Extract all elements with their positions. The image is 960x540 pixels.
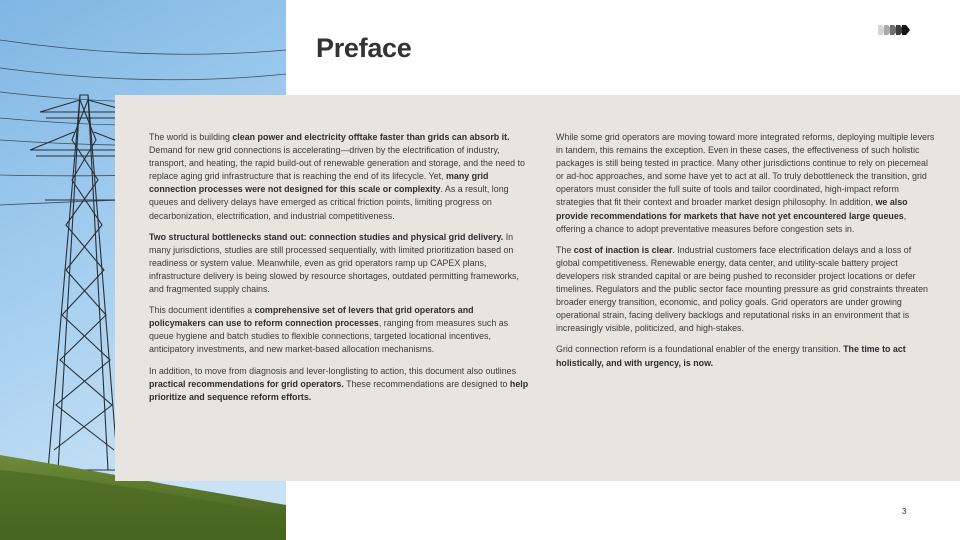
body-text: , offering a chance to adopt preventative measures before congestion sets in. [556, 210, 907, 234]
bold-text: cost of inaction is clear [573, 244, 673, 255]
paragraph [556, 343, 936, 369]
paragraph [556, 131, 936, 236]
paragraph [149, 231, 531, 296]
chevrons-logo-icon [878, 23, 912, 41]
body-text: In addition, to move from diagnosis and lever-longlisting to action, this document also outlines [149, 365, 517, 376]
body-text: , ranging from measures such as queue hygiene and batch studies to flexible connections, targeted locational incentives, anticipatory investments, and new market-based allocation mechanisms. [149, 318, 509, 355]
paragraph [149, 365, 531, 404]
bold-text: practical recommendations for grid operators. [149, 378, 344, 389]
body-text: These recommendations are designed to [343, 378, 510, 389]
bold-text: clean power and electricity offtake faster than grids can absorb it. [232, 132, 510, 142]
bold-text: The time to act holistically, and with urgency, is now. [556, 344, 906, 368]
right-text-column [556, 131, 936, 378]
body-text: While some grid operators are moving toward more integrated reforms, deploying multiple levers in tandem, this remains the exception. Even in these cases, the effectiveness of such holistic packages is still being tested in practice. Many other jurisdictions continue to rely on piecemeal or ad-hoc approaches, and some have yet to act at all. To truly debottleneck the transition, grid operators must consider the full suite of tools and tailor coordinated, high-impact reform strategies that fit their context and broader market design philosophy. In addition, [556, 132, 935, 208]
bold-text: we also provide recommendations for markets that have not yet encountered large queues [556, 197, 908, 221]
body-text: Demand for new grid connections is accelerating—driven by the electrification of industry, transport, and heating, the rapid build-out of renewable generation and storage, and the need to replace aging grid infrastructure that is reaching the end of its lifecycle. Yet, [149, 145, 525, 182]
left-text-column [149, 131, 531, 412]
paragraph [149, 304, 531, 356]
body-text: The [556, 244, 574, 255]
body-text: This document identifies a [149, 305, 255, 316]
bold-text: Two structural bottlenecks stand out: connection studies and physical grid delivery. [149, 231, 504, 242]
page-title: Preface [316, 33, 412, 63]
paragraph [556, 244, 936, 336]
paragraph [149, 131, 531, 223]
body-text: . As a result, long queues and delivery delays have emerged as critical friction points, limiting progress on decarbonization, electrification, and industrial competitiveness. [149, 184, 509, 221]
bold-text: help prioritize and sequence reform efforts. [149, 378, 529, 402]
body-text: The world is building [149, 132, 233, 142]
body-text: In many jurisdictions, studies are still processed sequentially, with limited prioritization based on readiness or system value. Meanwhile, even as grid operators ramp up CAPEX plans, infrastructure delivery is being slowed by resource shortages, outdated permitting frameworks, and fragmented supply chains. [149, 231, 519, 295]
bold-text: many grid connection processes were not designed for this scale or complexity [149, 171, 489, 195]
body-text: . Industrial customers face electrification delays and a loss of global competitiveness. Renewable energy, data center, and utility-scale battery project developers risk stranded capital or are being pushed to reconsider project locations or defer timelines. Regulators and the public sector face mounting pressure as grid constraints threaten broader energy transition, economic, and policy goals. Grid operators are under growing operational strain, facing delivery backlogs and reputational risks in an environment that is increasingly visible, politicized, and high-stakes. [556, 244, 928, 334]
body-text: Grid connection reform is a foundational enabler of the energy transition. [556, 344, 844, 355]
bold-text: comprehensive set of levers that grid operators and policymakers can use to reform connection processes [149, 305, 474, 329]
preface-text-card [115, 95, 960, 481]
page-number: 3 [902, 507, 907, 516]
